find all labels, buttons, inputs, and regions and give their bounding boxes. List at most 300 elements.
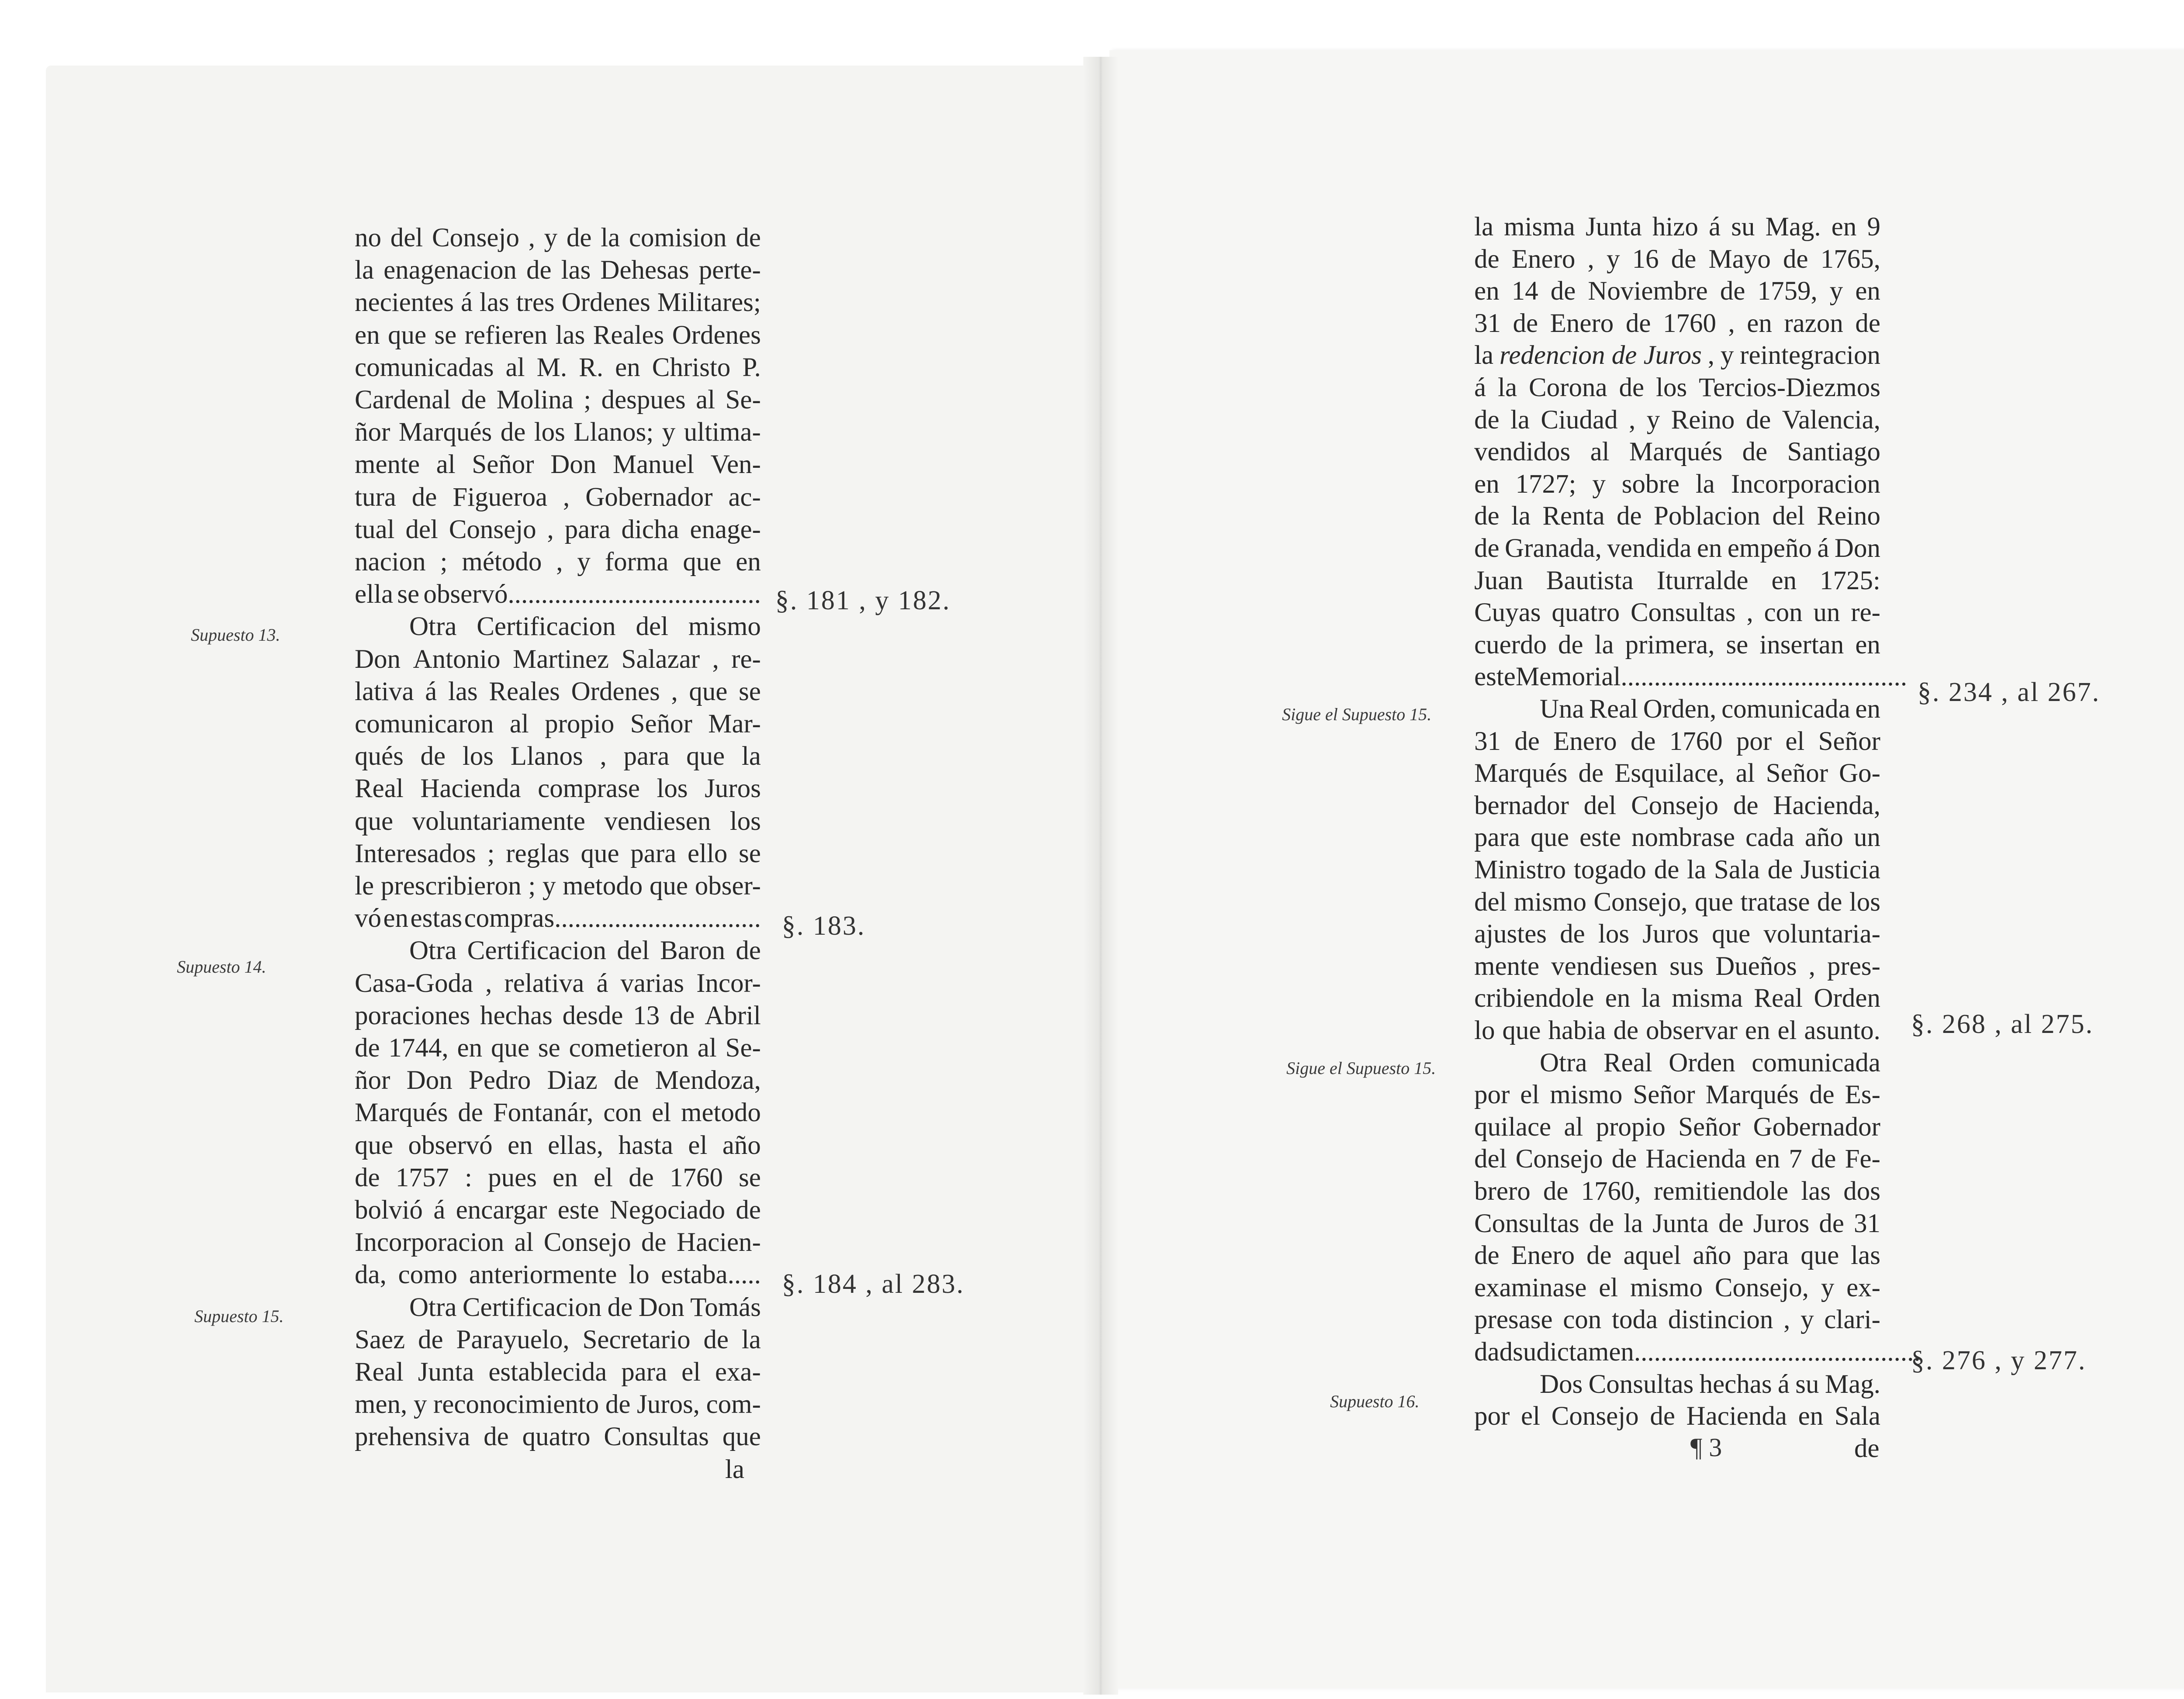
word: de: [1589, 1209, 1614, 1238]
word: que: [722, 1422, 761, 1452]
text-line: [355, 417, 761, 448]
margin-note: Sigue el Supuesto 15.: [1282, 704, 1432, 724]
text-line: [1474, 437, 1880, 467]
word: al: [514, 1228, 534, 1257]
text-line: [1474, 630, 1880, 660]
word: empeño: [1727, 534, 1812, 563]
word: el: [652, 1098, 671, 1128]
word: nombrase: [1631, 823, 1735, 853]
word: Don: [355, 644, 401, 674]
signature-mark: ¶ 3: [1690, 1433, 1722, 1462]
word: de: [1474, 501, 1500, 531]
word: Real: [355, 1357, 404, 1387]
word: ,: [485, 968, 492, 998]
word: de: [1625, 308, 1651, 338]
word: 1765,: [1820, 244, 1880, 274]
text-line: [355, 547, 761, 577]
text-line: [355, 1065, 761, 1096]
word: del: [1474, 1144, 1507, 1174]
text-line: [355, 1227, 761, 1258]
text-line: [355, 644, 761, 675]
word: ,: [1783, 1305, 1790, 1335]
word: Negociado: [609, 1195, 726, 1225]
word: en: [1771, 566, 1797, 595]
word: que: [581, 839, 619, 868]
word: de: [613, 1066, 639, 1095]
text-line: [409, 936, 761, 966]
word: á: [1709, 212, 1721, 242]
word: y: [577, 547, 591, 577]
word: para: [630, 839, 677, 868]
margin-note: Sigue el Supuesto 15.: [1286, 1058, 1436, 1078]
word: mismo: [688, 612, 761, 642]
word: para: [623, 742, 670, 771]
word: Santiago: [1787, 437, 1880, 467]
word: observar: [1645, 1016, 1738, 1045]
text-line: [1474, 1080, 1880, 1110]
word: Enero: [1550, 308, 1614, 338]
word: ,: [547, 515, 554, 544]
word: de: [1819, 1209, 1844, 1238]
word: al: [696, 385, 715, 414]
word: Noviembre: [1588, 276, 1708, 306]
word: Juros: [1642, 919, 1699, 949]
word: año: [722, 1130, 761, 1160]
word: á: [433, 1195, 446, 1225]
word: Llanos: [510, 742, 583, 771]
word: y: [544, 223, 558, 252]
text-line: [355, 677, 761, 707]
word: Consejo,: [1593, 887, 1688, 917]
word: de: [411, 482, 437, 512]
word: Una: [1540, 694, 1584, 724]
word: Hacienda: [420, 774, 521, 804]
word: Cardenal: [355, 385, 451, 414]
word: las: [1801, 1177, 1831, 1206]
word: Militares;: [657, 288, 761, 318]
word: P.: [742, 352, 761, 382]
word: observó: [408, 1130, 493, 1160]
word: de: [500, 418, 526, 447]
word: la: [1474, 212, 1494, 242]
word: sobre: [1621, 469, 1679, 499]
word: cribiendole: [1474, 984, 1594, 1013]
word: Ordenes: [571, 677, 660, 706]
word: 31: [1474, 308, 1501, 338]
word: vendiesen: [604, 806, 711, 836]
word: se: [538, 1033, 560, 1063]
word: primera,: [1625, 630, 1715, 660]
word: sus: [1669, 951, 1704, 981]
word: Juros: [1753, 1209, 1810, 1238]
word: tual: [355, 515, 395, 544]
word: en: [1798, 1402, 1824, 1431]
word: vendida: [1607, 534, 1692, 563]
word: 1760: [669, 1163, 723, 1192]
word: men,: [355, 1390, 408, 1419]
word: reconocimiento: [433, 1390, 599, 1419]
word: ac-: [728, 482, 761, 512]
word: Pedro: [468, 1066, 531, 1095]
word: 13: [633, 1001, 660, 1030]
word: las: [561, 256, 591, 285]
word: y: [1800, 1305, 1814, 1335]
word: Es-: [1845, 1080, 1880, 1110]
word: dicha: [621, 515, 679, 544]
word: encargar: [456, 1195, 547, 1225]
word: por: [1736, 726, 1772, 756]
word: Mendoza,: [655, 1066, 761, 1095]
word: que: [686, 742, 725, 771]
word: en: [1697, 534, 1722, 563]
word: de: [1560, 919, 1585, 949]
word: de: [1733, 791, 1759, 820]
word: brero: [1474, 1177, 1531, 1206]
word: ello: [687, 839, 728, 868]
word: Figueroa: [453, 482, 548, 512]
word: como: [398, 1260, 458, 1290]
word: que: [355, 1130, 394, 1160]
word: lo: [629, 1260, 650, 1290]
word: la: [1498, 373, 1517, 402]
word: al: [1590, 437, 1610, 467]
word: aquel: [1623, 1241, 1681, 1271]
word: por: [1474, 1080, 1510, 1110]
word: ,: [600, 742, 607, 771]
word: este: [557, 1195, 599, 1225]
word: Valencia,: [1782, 405, 1880, 435]
word: para: [564, 515, 611, 544]
text-line: [355, 1389, 761, 1420]
word: de: [1630, 726, 1656, 756]
text-line: [1474, 1273, 1880, 1303]
word: Marqués: [1705, 1080, 1799, 1110]
word: Cuyas: [1474, 598, 1541, 628]
text-line: [355, 255, 761, 286]
word: mente: [355, 450, 420, 480]
word: Consejo: [1551, 1402, 1639, 1431]
word: qués: [355, 742, 404, 771]
word: Consejo: [1631, 791, 1719, 820]
word: que: [1694, 887, 1733, 917]
word: Mar-: [708, 709, 761, 739]
text-line: [355, 320, 761, 351]
word: que: [649, 871, 688, 901]
word: con: [1764, 598, 1803, 628]
word: de: [1720, 276, 1745, 306]
word: M.: [536, 352, 567, 382]
word: Juan: [1474, 566, 1523, 595]
word: Don: [550, 450, 597, 480]
word: la: [1695, 469, 1715, 499]
word: de: [1854, 1433, 1880, 1463]
word: de: [607, 1292, 633, 1322]
word: por: [1474, 1402, 1510, 1431]
word: Don: [638, 1292, 684, 1322]
word: de: [1513, 308, 1538, 338]
word: mismo: [1514, 887, 1586, 917]
word: del: [1772, 501, 1805, 531]
book-gutter: [1083, 57, 1118, 1695]
word: en: [1747, 308, 1772, 338]
word: Esquilace,: [1614, 759, 1725, 788]
word: la: [601, 223, 620, 252]
word: lo: [1474, 1016, 1495, 1045]
word: Señor: [472, 450, 534, 480]
word: Diaz: [547, 1066, 598, 1095]
word: despues: [601, 385, 686, 414]
word: se: [739, 839, 761, 868]
section-ref: §. 184 , al 283.: [782, 1269, 965, 1299]
word: de: [1474, 534, 1500, 563]
word: Incor-: [696, 968, 761, 998]
word: comunicadas: [355, 352, 494, 382]
word: Reino: [1671, 405, 1735, 435]
word: al: [1564, 1112, 1583, 1142]
text-line: [409, 1292, 761, 1323]
word: de: [641, 1228, 667, 1257]
word: la: [1511, 501, 1531, 531]
word: y: [1720, 341, 1734, 370]
word: Corona: [1528, 373, 1607, 402]
word: no: [355, 223, 381, 252]
word: las: [479, 288, 509, 318]
text-line: [355, 839, 761, 869]
word: un: [1813, 598, 1840, 628]
word: se: [739, 677, 761, 706]
word: ella: [355, 580, 394, 609]
word: Ciudad: [1541, 405, 1618, 435]
word: Orden,: [1643, 694, 1717, 724]
word: y: [1592, 469, 1606, 499]
word: en: [1855, 630, 1880, 660]
word: da,: [355, 1260, 387, 1290]
word: Mag.: [1765, 212, 1821, 242]
word: comunicada: [1721, 694, 1850, 724]
word: de: [418, 1325, 443, 1354]
word: Mag.: [1825, 1369, 1880, 1399]
word: Sala: [1714, 855, 1760, 884]
word: desde: [562, 1001, 623, 1030]
word: del: [405, 515, 438, 544]
word: presase: [1474, 1305, 1553, 1335]
word: obser-: [695, 871, 761, 901]
word: prescribieron: [380, 871, 522, 901]
word: Enero: [1511, 1241, 1575, 1271]
word: Don: [406, 1066, 453, 1095]
text-line: [409, 611, 761, 642]
word: enagenacion: [384, 256, 517, 285]
word: bolvió: [355, 1195, 423, 1225]
text-line: [355, 223, 761, 253]
word: de: [1745, 405, 1771, 435]
word: nacion: [355, 547, 426, 577]
word: el: [1785, 726, 1805, 756]
word: de: [1558, 630, 1583, 660]
word: ,: [1629, 405, 1636, 435]
word: Real: [1603, 1048, 1652, 1077]
text-line: [1474, 212, 1880, 242]
word: Enero: [1553, 726, 1617, 756]
word: examinase: [1474, 1273, 1587, 1302]
section-ref: §. 181 , y 182.: [775, 586, 951, 615]
text-line: [355, 741, 761, 772]
word: que: [1712, 919, 1751, 949]
word: 14: [1511, 276, 1538, 306]
word: el: [1521, 1402, 1541, 1431]
word: comision: [629, 223, 727, 252]
word: al: [697, 1033, 717, 1063]
word: reintegracion: [1740, 341, 1880, 370]
word: relativa: [504, 968, 584, 998]
word: insertan: [1759, 630, 1844, 660]
word: el: [1777, 1016, 1797, 1045]
word: Renta: [1542, 501, 1605, 531]
word: de: [736, 936, 761, 966]
word: de: [526, 256, 552, 285]
word: Casa-Goda: [355, 968, 473, 998]
word: de: [484, 1422, 509, 1452]
word: metodo: [681, 1098, 761, 1128]
text-line: [355, 1195, 761, 1226]
text-line: [355, 1163, 761, 1193]
text-line: [355, 482, 761, 513]
text-line: [1474, 244, 1880, 275]
word: ,: [1728, 308, 1735, 338]
word: en: [383, 904, 409, 933]
word: 31: [1853, 1209, 1880, 1238]
word: remitiendole: [1653, 1177, 1789, 1206]
word: que: [355, 806, 394, 836]
word: en: [615, 352, 640, 382]
word: cuerdo: [1474, 630, 1547, 660]
word: 16: [1632, 244, 1659, 274]
word: Dos: [1540, 1369, 1583, 1399]
word: de: [1474, 1241, 1500, 1271]
word: las: [448, 677, 478, 706]
word: de: [1578, 759, 1604, 788]
text-line: [1474, 1240, 1880, 1271]
word: en: [1474, 469, 1500, 499]
word: Bautista: [1546, 566, 1634, 595]
word: al: [505, 352, 525, 382]
word: Se-: [725, 1033, 761, 1063]
word: refieren: [464, 320, 548, 350]
word: ,: [528, 223, 535, 252]
word: del: [636, 612, 669, 642]
word: de: [1817, 887, 1842, 917]
word: Sala: [1834, 1402, 1880, 1431]
word: de: [355, 1163, 380, 1192]
word: Dehesas: [600, 256, 689, 285]
word: del: [1583, 791, 1617, 820]
word: Marqués: [398, 418, 492, 447]
word: Parayuelo,: [456, 1325, 570, 1354]
word: Juros: [705, 774, 761, 804]
text-line: [1474, 822, 1880, 853]
text-line: [1474, 1144, 1880, 1174]
word: Consultas: [1631, 598, 1736, 628]
margin-note: Supuesto 15.: [194, 1306, 284, 1326]
word: Hacienda,: [1773, 791, 1880, 820]
word: de: [1855, 308, 1880, 338]
word: cada: [1745, 823, 1794, 853]
text-line: [1474, 662, 1908, 692]
word: Consejo: [432, 223, 519, 252]
text-line: [1474, 887, 1880, 918]
word: ,: [556, 547, 563, 577]
word: la: [1474, 341, 1494, 370]
word: que: [387, 320, 427, 350]
word: del: [1474, 887, 1507, 917]
word: Orden: [1814, 984, 1880, 1013]
word: Martinez: [512, 644, 609, 674]
word: de: [736, 223, 761, 252]
text-line: [1474, 405, 1880, 435]
word: la: [1594, 630, 1614, 660]
margin-note: Supuesto 14.: [177, 957, 266, 977]
word: que: [1530, 823, 1569, 853]
word: metodo: [563, 871, 643, 901]
word: que: [689, 677, 728, 706]
word: los: [462, 742, 494, 771]
word: hasta: [618, 1130, 673, 1160]
word: quatro: [1552, 598, 1620, 628]
word: se: [434, 320, 457, 350]
word: mente: [1474, 951, 1540, 981]
word: de: [1718, 1209, 1744, 1238]
word: mismo: [1550, 1080, 1623, 1110]
text-line: [355, 871, 761, 901]
word: la: [355, 256, 374, 285]
word: de: [420, 742, 446, 771]
word: Antonio: [413, 644, 501, 674]
word: cometieron: [569, 1033, 689, 1063]
word: Memorial...........................................: [1515, 662, 1908, 692]
text-line: [1474, 919, 1880, 950]
word: togado: [1573, 855, 1646, 884]
word: los: [657, 774, 688, 804]
word: dad: [1474, 1337, 1513, 1367]
text-line: [355, 1325, 761, 1355]
word: Manuel: [612, 450, 695, 480]
word: bernador: [1474, 791, 1569, 820]
word: de: [1474, 244, 1500, 274]
word: redencion de Juros: [1499, 341, 1702, 370]
word: se: [397, 580, 420, 609]
word: Ordenes: [672, 320, 761, 350]
word: de: [736, 1195, 761, 1225]
word: necientes: [355, 288, 454, 318]
word: Juros,: [637, 1390, 700, 1419]
word: en: [1745, 1016, 1770, 1045]
word: la: [1510, 405, 1530, 435]
word: de: [629, 1163, 654, 1192]
word: su: [1731, 212, 1755, 242]
word: Gobernador: [1753, 1112, 1880, 1142]
word: distincion: [1668, 1305, 1773, 1335]
word: pues: [488, 1163, 537, 1192]
word: exa-: [715, 1357, 761, 1387]
word: Real: [1589, 694, 1638, 724]
word: que: [683, 547, 722, 577]
word: el: [688, 1130, 708, 1160]
text-line: [1474, 1305, 1880, 1335]
word: este: [1579, 823, 1621, 853]
text-line: [355, 1033, 761, 1064]
word: le: [355, 871, 374, 901]
word: los: [1656, 373, 1687, 402]
